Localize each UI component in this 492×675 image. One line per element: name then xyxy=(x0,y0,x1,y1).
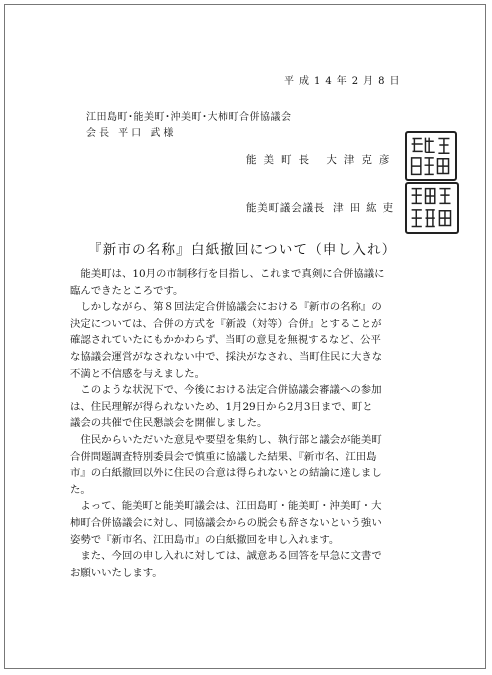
body-line: お願いいたします。 xyxy=(70,566,163,579)
body-line: 住民からいただいた意見や要望を集約し、執行部と議会が能美町 xyxy=(70,433,382,446)
council-chair-seal-stamp xyxy=(405,182,459,234)
letter-date: 平成14年2月8日 xyxy=(284,76,405,87)
sender-council-chair-role: 能美町議会議長 xyxy=(246,202,326,214)
body-line: 議会の共催で住民懇談会を開催しました。 xyxy=(70,417,268,430)
body-line: 能美町は、10月の市制移行を目指し、これまで真剣に合併協議に xyxy=(70,268,385,280)
body-line: しかしながら、第８回法定合併協議会における『新市の名称』の xyxy=(70,301,382,314)
addressee-name: 会長 平口 武様 xyxy=(86,128,177,139)
body-line: 不満と不信感を与えました。 xyxy=(70,367,206,380)
body-line: 市』の白紙撤回以外に住民の合意は得られないとの結論に達しまし xyxy=(70,467,382,480)
sender-council-chair xyxy=(246,200,399,215)
letter-title: 『新市の名称』白紙撤回について（申し入れ） xyxy=(88,242,397,258)
body-line: 柿町合併協議会に対し、同協議会からの脱会も辞さないという強い xyxy=(70,516,382,529)
body-line: 姿勢で『新市名、江田島市』の白紙撤回を申し入れます。 xyxy=(70,533,340,546)
body-line: また、今回の申し入れに対しては、誠意ある回答を早急に文書で xyxy=(70,550,382,563)
sender-mayor: 能美町長 大津克彦 xyxy=(246,154,397,166)
sender-council-chair-name: 津田紘吏 xyxy=(333,202,400,214)
body-line: 決定については、合併の方式を『新設（対等）合併』とすることが xyxy=(70,317,382,330)
body-line: た。 xyxy=(70,483,91,496)
body-line: よって、能美町と能美町議会は、江田島町・能美町・沖美町・大 xyxy=(70,500,382,513)
body-line: は、住民理解が得られないため、1月29日から2月3日まで、町と xyxy=(70,400,373,413)
addressee-organization: 江田島町･能美町･沖美町･大柿町合併協議会 xyxy=(86,112,292,123)
body-line: な協議会運営がなされない中で、採決がなされ、当町住民に大きな xyxy=(70,350,383,363)
body-line: 臨んできたところです。 xyxy=(70,284,184,297)
mayor-seal-stamp xyxy=(405,131,457,181)
letter-body xyxy=(70,266,426,581)
body-line: このような状況下で、今後における法定合併協議会審議への参加 xyxy=(70,384,382,397)
body-line: 確認されていたにもかかわらず、当町の意見を無視するなど、公平 xyxy=(70,334,381,347)
body-line: 合併問題調査特別委員会で慎重に協議した結果、『新市名、江田島 xyxy=(70,450,377,463)
